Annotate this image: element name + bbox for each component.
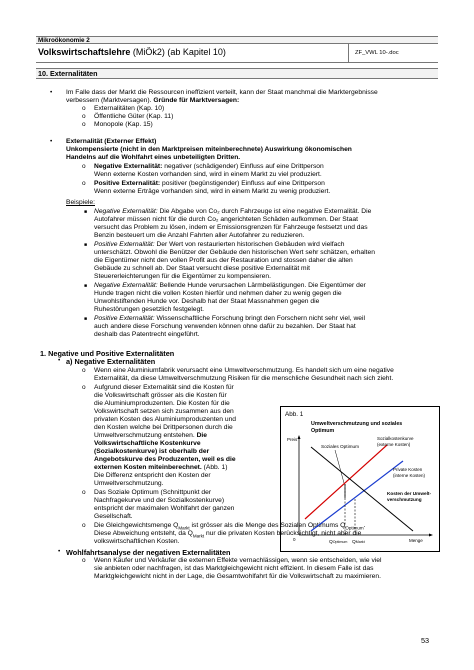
a1-line-1: Wenn eine Aluminiumfabrik verursacht eine Umweltverschmutzung. Es handelt sich um eine negative <box>94 367 394 374</box>
social-optimum-pointer <box>335 450 344 483</box>
a2-line: die Aluminiumproduzenten. Die Kosten für die <box>94 400 230 407</box>
figure-label: Abb. 1 <box>285 411 304 418</box>
pos-ext-line-2: Wenn externe Erträge vorhanden sind, wird in einem Markt zu wenig produziert. <box>94 188 331 195</box>
a2-line: Volkswirtschaft setzen sich zusammen aus den <box>94 408 234 415</box>
pos-ext-line-1: Positive Externalität: positiver (begünstigender) Einfluss auf eine Drittperson <box>94 180 325 187</box>
example-line: Positive Externalität: Der Wert von restaurierten historischen Gebäuden wird vielfach <box>94 241 345 248</box>
bullet-icon: • <box>50 89 53 96</box>
bullet-icon: • <box>50 138 53 145</box>
a4-line-3: volkswirtschaftlichen Kosten. <box>94 538 180 545</box>
circle-bullet-icon: o <box>82 163 86 170</box>
circle-bullet-icon: o <box>82 367 86 374</box>
private-cost-label-1: Private Kosten <box>393 467 423 472</box>
document-title <box>38 47 226 57</box>
figure-title-1: Umweltverschmutzung und soziales <box>311 421 403 427</box>
externality-diagram <box>281 407 439 551</box>
example-line: Negative Externalität: Bellende Hunde verursachen Lärmbelästigungen. Die Eigentümer der <box>94 282 366 289</box>
part1-title: 1. Negative und Positive Externalitäten <box>40 349 175 358</box>
example-line: Ruhestörungen gesetzlich festgelegt. <box>94 306 205 313</box>
x-axis-arrow-icon <box>429 534 433 537</box>
example-line: Steuererleichterungen für die Eigentümer zu kompensieren. <box>94 273 271 280</box>
circle-bullet-icon: o <box>82 105 86 112</box>
example-line: Unwohlstiftenden Hunde vor. Deshalb hat der Staat Massnahmen gegen die <box>94 298 320 305</box>
demand-curve <box>311 447 413 531</box>
examples-label: Beispiele: <box>66 199 95 206</box>
circle-bullet-icon: o <box>82 522 86 529</box>
bullet-icon: • <box>58 548 61 555</box>
bullet-icon: • <box>58 357 61 364</box>
a2-bold-line: (Sozialkostenkurve) ist oberhalb der <box>94 448 210 455</box>
y-axis-label: Preis <box>287 437 298 442</box>
sub-a-title: a) Negative Externalitäten <box>66 357 156 366</box>
y-axis-arrow-icon <box>298 435 301 439</box>
example-line: Autofahrer müssen nicht für die durch Co₂ angerichteten Schäden aufkommen. Der Staat <box>94 216 358 223</box>
a2-line: Aufgrund dieser Externalität sind die Kosten für <box>94 384 234 391</box>
circle-bullet-icon: o <box>82 384 86 391</box>
a2-line: privaten Kosten des Aluminiumproduzenten und <box>94 416 237 423</box>
intro-line-1: Im Falle dass der Markt die Ressourcen ineffizient verteilt, kann der Staat manchmal die Marktergebnisse <box>66 89 378 96</box>
social-cost-label-2: (externe Kosten) <box>377 442 411 447</box>
example-line: Positive Externalität: Wissenschaftliche Forschung bringt den Forschern nicht sehr viel, weil <box>94 315 365 322</box>
title-main: Volkswirtschaftslehre <box>38 47 131 57</box>
pollution-cost-label-1: Kosten der Umwelt- <box>387 491 432 496</box>
a1-line-2: Externalität, da diese Umweltverschmutzung Risiken für die menschliche Gesundheit nach sich zieht. <box>94 375 394 382</box>
a2-line: Umweltverschmutzung entstehen. Die <box>94 432 208 439</box>
file-name: ZF_VWL 10-.doc <box>348 44 438 62</box>
circle-bullet-icon: o <box>82 180 86 187</box>
example-line: versucht das Problem zu lösen, indem er Emissionsgrenzen für Fahrzeuge festsetzt und das <box>94 224 368 231</box>
ext-def-2: Handelns auf die Wohlfahrt eines unbeteiligten Dritten. <box>66 154 241 161</box>
course-header: Mikroökonomie 2 <box>36 36 438 44</box>
a3-line: Das Soziale Optimum (Schnittpunkt der <box>94 489 212 496</box>
q-optimum-label: QOptimum <box>329 540 348 545</box>
a2-line: die Volkswirtschaft grösser als die Kosten für <box>94 392 227 399</box>
ext-def-1: Unkompensierte (nicht in den Marktpreisen miteinberechnete) Auswirkung ökonomischen <box>66 146 352 153</box>
a2-line: Die Differenz entspricht den Kosten der <box>94 472 211 479</box>
square-bullet-icon: ■ <box>84 283 88 289</box>
a2-line: externen Kosten miteinberechnet. (Abb. 1) <box>94 464 228 471</box>
document-title-bar <box>36 44 438 63</box>
a2-line: den Kosten welche bei Drittpersonen durch die <box>94 424 233 431</box>
section-title: 10. Externalitäten <box>36 68 438 79</box>
circle-bullet-icon: o <box>82 113 86 120</box>
a3-line: Gesellschaft. <box>94 513 133 520</box>
w1-line-1: Wenn Käufer und Verkäufer die externen Effekte vernachlässigen, wenn sie entscheiden, wie viel <box>94 557 382 564</box>
square-bullet-icon: ■ <box>84 209 88 215</box>
square-bullet-icon: ■ <box>84 316 88 322</box>
wohlfahrt-title: Wohlfahrtsanalyse der negativen Externalitäten <box>66 548 231 557</box>
pollution-cost-label-2: verschmutzung <box>387 497 422 502</box>
example-line: Hunde tragen nicht die vollen Kosten hierfür und nehmen daher zu wenig gegen die <box>94 290 342 297</box>
private-cost-label-2: (interne Kosten) <box>393 473 426 478</box>
ext-title: Externalität (Externer Effekt) <box>66 138 157 145</box>
circle-bullet-icon: o <box>82 121 86 128</box>
page-number: 53 <box>421 636 430 645</box>
a2-bold-line: Angebotskurve des Produzenten, weil es die <box>94 456 236 463</box>
circle-bullet-icon: o <box>82 557 86 564</box>
a3-line: entspricht der maximalen Wohlfahrt der ganzen <box>94 505 235 512</box>
reason-item: Externalitäten (Kap. 10) <box>94 105 165 112</box>
neg-ext-line-2: Wenn externe Kosten vorhanden sind, wird in einem Markt zu viel produziert. <box>94 171 322 178</box>
social-optimum-label: Soziales Optimum <box>321 444 360 449</box>
title-suffix: (MiÖk2) (ab Kapitel 10) <box>130 47 226 57</box>
a4-line-2: Diese Abweichung entsteht, da $Q_{Markt}$ nur die privaten Kosten berücksichtigt, nicht aber die <box>94 530 362 539</box>
q-market-label: QMarkt <box>352 540 365 545</box>
figure-title-2: Optimum <box>311 428 335 434</box>
figure-abb-1 <box>280 406 440 552</box>
example-line: Gebäude zu schnell ab. Der Staat versucht diese positive Externalität mit <box>94 265 310 272</box>
intro-line-2: verbessern (Marktversagen). Gründe für Marktversagen: <box>66 97 240 104</box>
a4-line-1: Die Gleichgewichtsmenge $Q_{Markt}$ ist grösser als die Menge des Sozialen Optimums $Q_{Optimum}$. <box>94 522 366 531</box>
circle-bullet-icon: o <box>82 489 86 496</box>
example-line: die Eigentümer nicht den vollen Profit aus der Restauration und stossen daher die alten <box>94 257 353 264</box>
a3-line: Nachfragekurve und der Sozialkostenkurve) <box>94 497 225 504</box>
neg-ext-line-1: Negative Externalität: negativer (schädigender) Einfluss auf eine Drittperson <box>94 163 324 170</box>
example-line: deshalb das Patentrecht eingeführt. <box>94 331 200 338</box>
a2-line: Umweltverschmutzung. <box>94 480 164 487</box>
w1-line-2: sie anbieten oder nachfragen, ist das Marktgleichgewicht nicht effizient. In diesem Falle ist das <box>94 565 374 572</box>
example-line: unterschätzt. Obwohl die Benützer der Gebäude den historischen Wert sehr schätzen, erhalten <box>94 249 375 256</box>
example-line: Benzin besteuert um die Anzahl Fahrten aller Autofahrer zu reduzieren. <box>94 232 305 239</box>
w1-line-3: Marktgleichgewicht nicht in der Lage, die Gesamtwohlfahrt für die Volkswirtschaft zu maximieren. <box>94 573 381 580</box>
origin-label: 0 <box>293 537 296 542</box>
social-cost-label-1: Sozialkostenkurve <box>377 436 414 441</box>
reason-item: Monopole (Kap. 15) <box>94 121 153 128</box>
a2-bold-line: Volkswirtschaftliche Kostenkurve <box>94 440 201 447</box>
reason-item: Öffentliche Güter (Kap. 11) <box>94 113 174 120</box>
x-axis-label: Menge <box>409 538 423 543</box>
example-line: Negative Externalität: Die Abgabe von Co₂ durch Fahrzeuge ist eine negative Externalität. Die <box>94 208 372 215</box>
square-bullet-icon: ■ <box>84 242 88 248</box>
example-line: auch andere diese Forschung verwenden können ohne dafür zu bezahlen. Der Staat hat <box>94 323 356 330</box>
